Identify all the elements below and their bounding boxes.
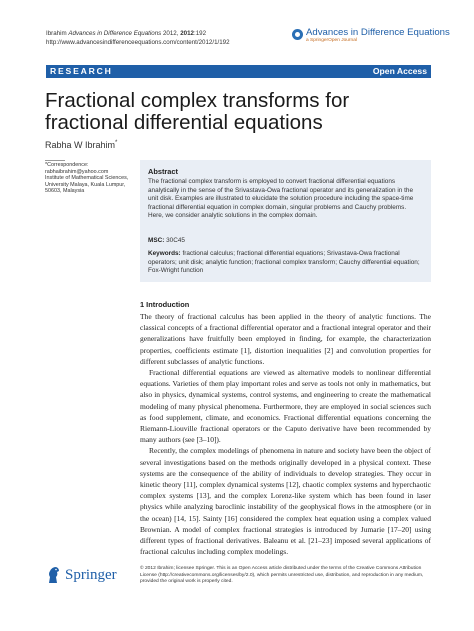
journal-logo-icon [292, 29, 303, 40]
affiliation-line: Institute of Mathematical Sciences, [45, 175, 129, 182]
divider [45, 160, 65, 161]
open-access-label: Open Access [372, 66, 427, 76]
article-title: Fractional complex transforms for fractional differential equations [45, 89, 350, 134]
paragraph: Fractional differential equations are viewed as alternative models to nonlinear differential equations. Varieties of them play important roles and serve as tools not only in mathematics, but also in physics, dynamical systems, control systems, and engineering to create the mathematical modeling of many physical phenomena. Furthermore, they are employed in social sciences such as food supplement, climate, and economics. Fractional differential equations concerning the Riemann-Liouville fractional operators or the Caputo derivative have been recommended by many authors (see [3–10]). [140, 368, 431, 445]
keywords-row [148, 250, 423, 276]
keywords-value: fractional calculus; fractional differential equations; Srivastava-Owa fractional operators; unit disk; analytic function; fractional complex transform; Cauchy differential equation; Fox-Wright function [148, 250, 420, 274]
running-header [46, 30, 230, 47]
msc-value: 30C45 [166, 237, 185, 244]
article-type-banner [46, 65, 431, 78]
correspondence-label: *Correspondence: [45, 162, 89, 168]
keywords-label: Keywords: [148, 250, 181, 257]
correspondence-block [45, 160, 135, 195]
msc-row [148, 237, 185, 244]
paragraph: Recently, the complex modelings of phenomena in nature and society have been the object of several investigations based on the methods originally developed in a physical context. These systems are the consequence of the ability of individuals to develop strategies. They occur in kinetic theory [11], complex dynamical systems [12], chaotic complex systems and hyperchaotic complex systems [13], and the complex Lorenz-like system which has been found in laser physics while analyzing baroclinic instability of the geophysical flows in the atmosphere (or in the ocean) [14, 15]. Sainty [16] considered the complex heat equation using a complex valued Brownian. A model of complex fractional strategies is introduced by Jumarie [17–20] using different types of fractional derivatives. Baleanu et al. [21–23] imposed several applications of fractional calculus including complex modelings. [140, 446, 431, 557]
springer-horse-icon [46, 566, 61, 584]
msc-label: MSC: [148, 237, 165, 244]
article-type-label: RESEARCH [50, 66, 113, 76]
journal-logo[interactable] [292, 27, 450, 47]
journal-logo-title: Advances in Difference Equations [306, 27, 450, 38]
paragraph: The theory of fractional calculus has been applied in the theory of analytic functions. The classical concepts of a fractional differential operator and a fractional integral operator and their generalizations have fruitfully been employed in finding, for example, the characterization properties, coefficients estimate [1], distortion inequalities [2] and convolution properties for different subclasses of analytic functions. [140, 312, 431, 366]
journal-logo-subtitle: a SpringerOpen Journal [306, 38, 357, 43]
citation-line: Ibrahim Advances in Difference Equations 2012, 2012:192 [46, 30, 207, 37]
license-text: © 2012 Ibrahim; licensee Springer. This is an Open Access article distributed under the terms of the Creative Commons Attribution License (http://creativecommons.org/licenses/by/2.0), which permits unrestricted use, distribution, and reproduction in any medium, provided the original work is properly cited. [140, 566, 424, 585]
abstract-text: The fractional complex transform is employed to convert fractional differential equations analytically in the sense of the Srivastava-Owa fractional operator and its generalization in the unit disk. Examples are illustrated to elucidate the solution procedure including the space-time fractional differential equation in complex domain, singular problems and Cauchy problems. Here, we consider analytic solutions in the complex domain. [148, 178, 414, 219]
affiliation-line: 50603, Malaysia [45, 188, 85, 195]
springer-wordmark: Springer [65, 567, 117, 583]
author-name[interactable]: Rabha W Ibrahim* [45, 140, 118, 150]
abstract-box [140, 160, 431, 282]
abstract-heading: Abstract [148, 167, 178, 176]
body-text [140, 311, 431, 557]
correspondence-email-link[interactable]: rabhaibrahim@yahoo.com [45, 168, 109, 175]
section-heading: 1 Introduction [140, 300, 190, 309]
article-url-link[interactable]: http://www.advancesindifferenceequations.com/content/2012/1/192 [46, 38, 230, 46]
springer-logo[interactable] [46, 565, 134, 587]
affiliation-line: University Malaya, Kuala Lumpur, [45, 181, 126, 188]
